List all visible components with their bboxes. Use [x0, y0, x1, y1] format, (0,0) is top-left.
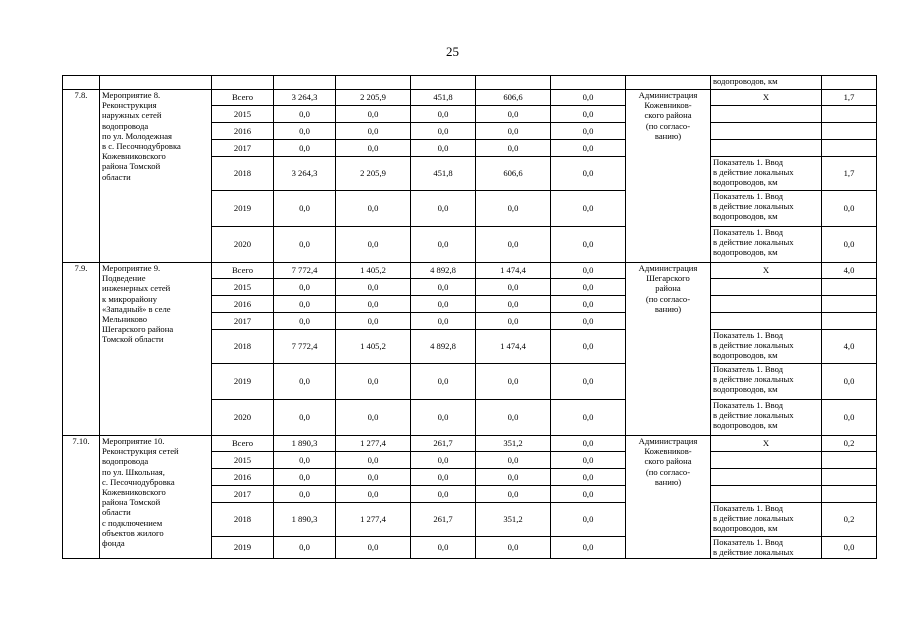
amount-cell: 1 890,3: [274, 436, 336, 452]
amount-cell: 351,2: [476, 503, 551, 537]
amount-cell: 0,0: [274, 469, 336, 486]
amount-cell: 606,6: [476, 157, 551, 191]
indicator-cell: [711, 296, 822, 313]
amount-cell: 0,0: [274, 279, 336, 296]
amount-cell: 0,0: [476, 279, 551, 296]
amount-cell: 0,0: [476, 140, 551, 157]
year-cell: 2017: [212, 486, 274, 503]
year-cell: 2018: [212, 157, 274, 191]
year-cell: Всего: [212, 263, 274, 279]
amount-cell: 1 890,3: [274, 503, 336, 537]
amount-cell: 0,0: [336, 191, 411, 227]
table-row-carryover: [63, 76, 877, 90]
amount-cell: 0,0: [274, 140, 336, 157]
indicator-value: 1,7: [822, 90, 877, 106]
year-cell: Всего: [212, 90, 274, 106]
amount-cell: 0,0: [551, 191, 626, 227]
amount-cell: 0,0: [336, 537, 411, 559]
indicator-cell: [711, 452, 822, 469]
amount-cell: 0,0: [551, 227, 626, 263]
year-cell: 2016: [212, 123, 274, 140]
indicator-value: 4,0: [822, 263, 877, 279]
year-cell: 2019: [212, 191, 274, 227]
amount-cell: 0,0: [476, 364, 551, 400]
amount-cell: 0,0: [551, 279, 626, 296]
indicator-cell: Показатель 1. Ввод в действие локальных водопроводов, км: [711, 191, 822, 227]
amount-cell: 0,0: [551, 330, 626, 364]
amount-cell: 0,0: [411, 400, 476, 436]
amount-cell: 0,0: [411, 452, 476, 469]
cell-empty: [63, 76, 100, 90]
amount-cell: 7 772,4: [274, 330, 336, 364]
year-cell: Всего: [212, 436, 274, 452]
amount-cell: 0,0: [411, 140, 476, 157]
amount-cell: 2 205,9: [336, 157, 411, 191]
amount-cell: 0,0: [274, 227, 336, 263]
amount-cell: 0,0: [476, 452, 551, 469]
amount-cell: 261,7: [411, 503, 476, 537]
amount-cell: 0,0: [336, 400, 411, 436]
indicator-value: [822, 486, 877, 503]
amount-cell: 0,0: [274, 296, 336, 313]
measure-title: Мероприятие 10. Реконструкция сетей водопровода по ул. Школьная, с. Песочнодубровка Кожевниковского района Томской области с подключением объектов жилого фонда: [100, 436, 212, 559]
cell-empty: [551, 76, 626, 90]
indicator-value: [822, 313, 877, 330]
indicator-cell: [711, 279, 822, 296]
amount-cell: 0,0: [411, 123, 476, 140]
amount-cell: 0,0: [336, 469, 411, 486]
amount-cell: 0,0: [274, 313, 336, 330]
amount-cell: 0,0: [274, 486, 336, 503]
indicator-cell: [711, 123, 822, 140]
indicator-cell: [711, 486, 822, 503]
amount-cell: 261,7: [411, 436, 476, 452]
amount-cell: 0,0: [551, 537, 626, 559]
indicator-value: [822, 452, 877, 469]
amount-cell: 0,0: [411, 537, 476, 559]
cell-empty: [336, 76, 411, 90]
measure-title: Мероприятие 8. Реконструкция наружных сетей водопровода по ул. Молодежная в с. Песочнодубровка Кожевниковского района Томской области: [100, 90, 212, 263]
amount-cell: 0,0: [411, 486, 476, 503]
amount-cell: 0,0: [551, 436, 626, 452]
amount-cell: 0,0: [476, 123, 551, 140]
amount-cell: 0,0: [476, 400, 551, 436]
page-number: 25: [446, 44, 459, 59]
indicator-value: 0,0: [822, 537, 877, 559]
amount-cell: 0,0: [274, 191, 336, 227]
indicator-cell: Показатель 1. Ввод в действие локальных водопроводов, км: [711, 157, 822, 191]
executor-cell: Администрация Кожевников- ского района (по согласо- ванию): [626, 90, 711, 263]
amount-cell: 0,0: [274, 400, 336, 436]
cell-empty: [822, 76, 877, 90]
amount-cell: 0,0: [411, 191, 476, 227]
amount-cell: 0,0: [476, 296, 551, 313]
indicator-value: [822, 469, 877, 486]
amount-cell: 0,0: [336, 452, 411, 469]
amount-cell: 0,0: [411, 106, 476, 123]
year-cell: 2018: [212, 503, 274, 537]
amount-cell: 451,8: [411, 90, 476, 106]
indicator-cell: водопроводов, км: [711, 76, 822, 90]
amount-cell: 0,0: [336, 140, 411, 157]
indicator-value: [822, 106, 877, 123]
amount-cell: 0,0: [274, 537, 336, 559]
amount-cell: 0,0: [336, 123, 411, 140]
amount-cell: 0,0: [476, 486, 551, 503]
cell-empty: [100, 76, 212, 90]
amount-cell: 0,0: [336, 364, 411, 400]
year-cell: 2020: [212, 227, 274, 263]
amount-cell: 4 892,8: [411, 330, 476, 364]
indicator-value: 0,0: [822, 191, 877, 227]
amount-cell: 0,0: [551, 123, 626, 140]
year-cell: 2019: [212, 537, 274, 559]
indicator-value: [822, 123, 877, 140]
indicator-cell: Показатель 1. Ввод в действие локальных: [711, 537, 822, 559]
amount-cell: 0,0: [476, 106, 551, 123]
cell-empty: [476, 76, 551, 90]
amount-cell: 0,0: [551, 503, 626, 537]
year-cell: 2015: [212, 279, 274, 296]
amount-cell: 0,0: [551, 106, 626, 123]
indicator-cell: Показатель 1. Ввод в действие локальных водопроводов, км: [711, 400, 822, 436]
amount-cell: 1 474,4: [476, 330, 551, 364]
indicator-cell: Х: [711, 263, 822, 279]
executor-cell: Администрация Шегарского района (по согласо- ванию): [626, 263, 711, 436]
amount-cell: 0,0: [274, 364, 336, 400]
indicator-cell: Показатель 1. Ввод в действие локальных водопроводов, км: [711, 330, 822, 364]
measure-number: 7.8.: [63, 90, 100, 263]
amount-cell: 3 264,3: [274, 90, 336, 106]
measure-number: 7.9.: [63, 263, 100, 436]
amount-cell: 0,0: [551, 469, 626, 486]
amount-cell: 0,0: [336, 313, 411, 330]
indicator-cell: [711, 140, 822, 157]
amount-cell: 0,0: [551, 157, 626, 191]
amount-cell: 0,0: [551, 140, 626, 157]
indicator-value: 0,0: [822, 400, 877, 436]
cell-empty: [411, 76, 476, 90]
amount-cell: 0,0: [336, 296, 411, 313]
amount-cell: 3 264,3: [274, 157, 336, 191]
year-cell: 2017: [212, 140, 274, 157]
amount-cell: 451,8: [411, 157, 476, 191]
measure-title: Мероприятие 9. Подведение инженерных сетей к микрорайону «Западный» в селе Мельниково Шегарского района Томской области: [100, 263, 212, 436]
amount-cell: 4 892,8: [411, 263, 476, 279]
indicator-cell: [711, 313, 822, 330]
indicator-cell: Показатель 1. Ввод в действие локальных водопроводов, км: [711, 503, 822, 537]
amount-cell: 0,0: [551, 364, 626, 400]
amount-cell: 0,0: [551, 90, 626, 106]
indicator-value: 0,2: [822, 436, 877, 452]
amount-cell: 0,0: [411, 296, 476, 313]
amount-cell: 0,0: [274, 106, 336, 123]
amount-cell: 0,0: [476, 537, 551, 559]
amount-cell: 0,0: [551, 486, 626, 503]
cell-empty: [212, 76, 274, 90]
amount-cell: 0,0: [274, 123, 336, 140]
year-cell: 2016: [212, 296, 274, 313]
executor-cell: Администрация Кожевников- ского района (по согласо- ванию): [626, 436, 711, 559]
indicator-value: 0,0: [822, 227, 877, 263]
indicator-value: 1,7: [822, 157, 877, 191]
amount-cell: 0,0: [336, 227, 411, 263]
amount-cell: 0,0: [476, 191, 551, 227]
table-body: [63, 76, 877, 559]
year-cell: 2015: [212, 106, 274, 123]
year-cell: 2017: [212, 313, 274, 330]
amount-cell: 0,0: [551, 296, 626, 313]
year-cell: 2020: [212, 400, 274, 436]
amount-cell: 0,0: [411, 469, 476, 486]
indicator-cell: [711, 106, 822, 123]
amount-cell: 0,0: [336, 486, 411, 503]
amount-cell: 0,0: [551, 452, 626, 469]
indicator-cell: Показатель 1. Ввод в действие локальных водопроводов, км: [711, 227, 822, 263]
amount-cell: 0,0: [551, 313, 626, 330]
indicator-value: 0,2: [822, 503, 877, 537]
amount-cell: 0,0: [411, 313, 476, 330]
amount-cell: 0,0: [411, 279, 476, 296]
amount-cell: 1 405,2: [336, 330, 411, 364]
amount-cell: 0,0: [274, 452, 336, 469]
amount-cell: 0,0: [476, 313, 551, 330]
year-cell: 2015: [212, 452, 274, 469]
amount-cell: 0,0: [411, 227, 476, 263]
amount-cell: 351,2: [476, 436, 551, 452]
amount-cell: 1 277,4: [336, 503, 411, 537]
amount-cell: 0,0: [551, 263, 626, 279]
amount-cell: 0,0: [336, 106, 411, 123]
program-table: [62, 75, 877, 559]
cell-empty: [274, 76, 336, 90]
amount-cell: 0,0: [476, 469, 551, 486]
indicator-cell: Х: [711, 90, 822, 106]
indicator-cell: Показатель 1. Ввод в действие локальных водопроводов, км: [711, 364, 822, 400]
amount-cell: 1 277,4: [336, 436, 411, 452]
indicator-value: [822, 140, 877, 157]
amount-cell: 606,6: [476, 90, 551, 106]
indicator-value: [822, 296, 877, 313]
indicator-cell: [711, 469, 822, 486]
table-row: [63, 263, 877, 279]
indicator-value: [822, 279, 877, 296]
indicator-cell: Х: [711, 436, 822, 452]
indicator-value: 0,0: [822, 364, 877, 400]
table-row: [63, 90, 877, 106]
amount-cell: 2 205,9: [336, 90, 411, 106]
amount-cell: 7 772,4: [274, 263, 336, 279]
amount-cell: 0,0: [551, 400, 626, 436]
amount-cell: 0,0: [476, 227, 551, 263]
indicator-value: 4,0: [822, 330, 877, 364]
year-cell: 2016: [212, 469, 274, 486]
amount-cell: 0,0: [411, 364, 476, 400]
measure-number: 7.10.: [63, 436, 100, 559]
cell-empty: [626, 76, 711, 90]
amount-cell: 1 405,2: [336, 263, 411, 279]
year-cell: 2018: [212, 330, 274, 364]
year-cell: 2019: [212, 364, 274, 400]
table-row: [63, 436, 877, 452]
amount-cell: 1 474,4: [476, 263, 551, 279]
amount-cell: 0,0: [336, 279, 411, 296]
